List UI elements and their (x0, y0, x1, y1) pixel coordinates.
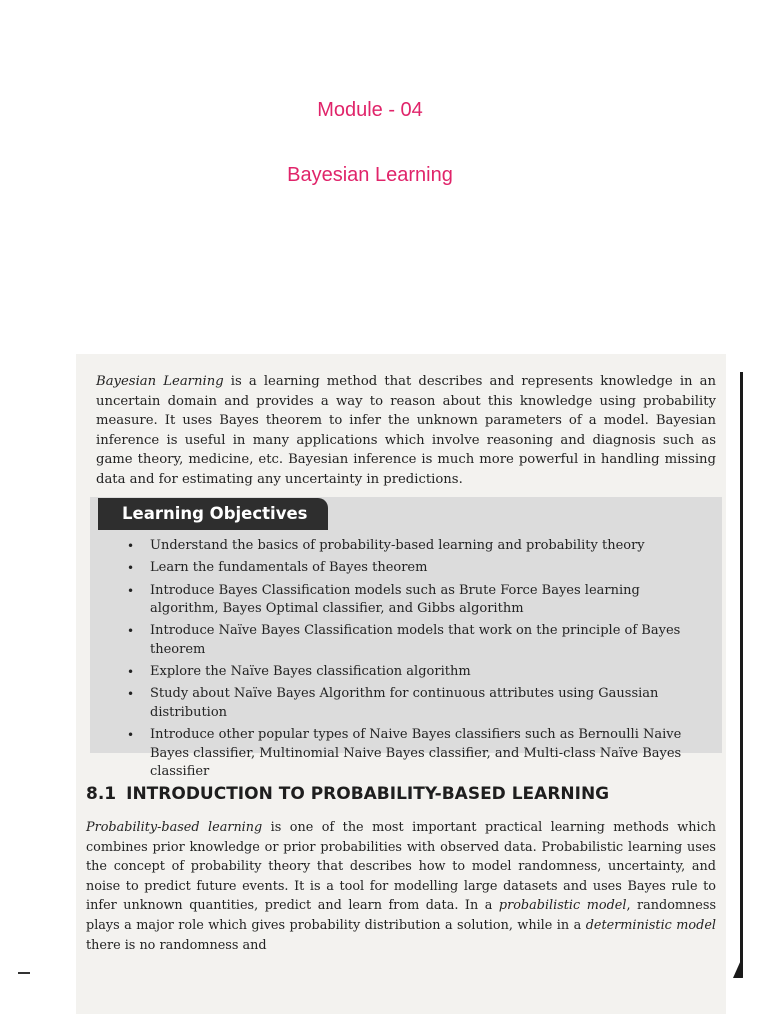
section-title: INTRODUCTION TO PROBABILITY-BASED LEARNING (126, 784, 610, 804)
page-edge-tip (733, 960, 743, 978)
bullet-icon: • (127, 539, 135, 553)
section-number: 8.1 (86, 784, 117, 804)
margin-mark (18, 972, 30, 974)
list-item (100, 685, 712, 722)
list-item (100, 537, 712, 556)
body-paragraph (86, 818, 716, 955)
page-edge-shadow (740, 372, 743, 977)
bullet-icon: • (127, 687, 135, 702)
objective-text: Understand the basics of probability-based learning and probability theory (150, 538, 645, 553)
bullet-icon: • (127, 728, 135, 743)
module-subtitle: Bayesian Learning (287, 164, 453, 186)
intro-term: Bayesian Learning (96, 374, 224, 389)
module-title: Module - 04 (317, 99, 423, 121)
objective-text: Explore the Naïve Bayes classification algorithm (150, 664, 471, 680)
section-heading (86, 784, 726, 804)
list-item (100, 559, 712, 578)
bullet-icon: • (127, 665, 135, 680)
bullet-icon: • (127, 583, 135, 598)
body-text: , randomness plays a major role which gives probability distribution a solution, while in a (86, 898, 717, 933)
learning-objectives-list (100, 537, 712, 786)
learning-objectives-heading: Learning Objectives (98, 498, 328, 530)
list-item (100, 663, 712, 682)
list-item (100, 726, 712, 782)
objective-text: Introduce Bayes Classification models such as Brute Force Bayes learning algorithm, Bayes Optimal classifier, and Gibbs algorithm (150, 582, 640, 617)
bullet-icon: • (127, 624, 135, 639)
list-item (100, 582, 712, 619)
bullet-icon: • (127, 561, 135, 576)
body-text: is one of the most important practical learning methods which combines prior knowledge or prior probabilities with observed data. Probabilistic learning uses the concept of probability theory that describes how to model randomness, uncertainty, and noise to predict future events. It is a tool for modelling large datasets and uses Bayes rule to infer unknown quantities, predict and learn from data. In a (86, 820, 716, 914)
objective-text: Introduce Naïve Bayes Classification models that work on the principle of Bayes theorem (150, 623, 681, 657)
objective-text: Study about Naïve Bayes Algorithm for continuous attributes using Gaussian distribution (150, 686, 659, 720)
body-text: there is no randomness and (86, 937, 267, 953)
body-term: probabilistic model (498, 898, 627, 914)
list-item (100, 622, 712, 659)
objective-text: Introduce other popular types of Naive Bayes classifiers such as Bernoulli Naive Bayes classifier, Multinomial Naive Bayes classifier, and Multi-class Naïve Bayes classifier (150, 727, 682, 780)
body-term: deterministic model (585, 917, 716, 933)
objective-text: Learn the fundamentals of Bayes theorem (150, 560, 428, 576)
intro-text: is a learning method that describes and represents knowledge in an uncertain domain and provides a way to reason about this knowledge using probability measure. It uses Bayes theorem to infer the unknown parameters of a model. Bayesian inference is useful in many applications which involve reasoning and diagnosis such as game theory, medicine, etc. Bayesian inference is much more powerful in handling missing data and for estimating any uncertainty in predictions. (96, 374, 716, 487)
intro-paragraph (96, 372, 716, 489)
body-term: Probability-based learning (86, 820, 263, 835)
